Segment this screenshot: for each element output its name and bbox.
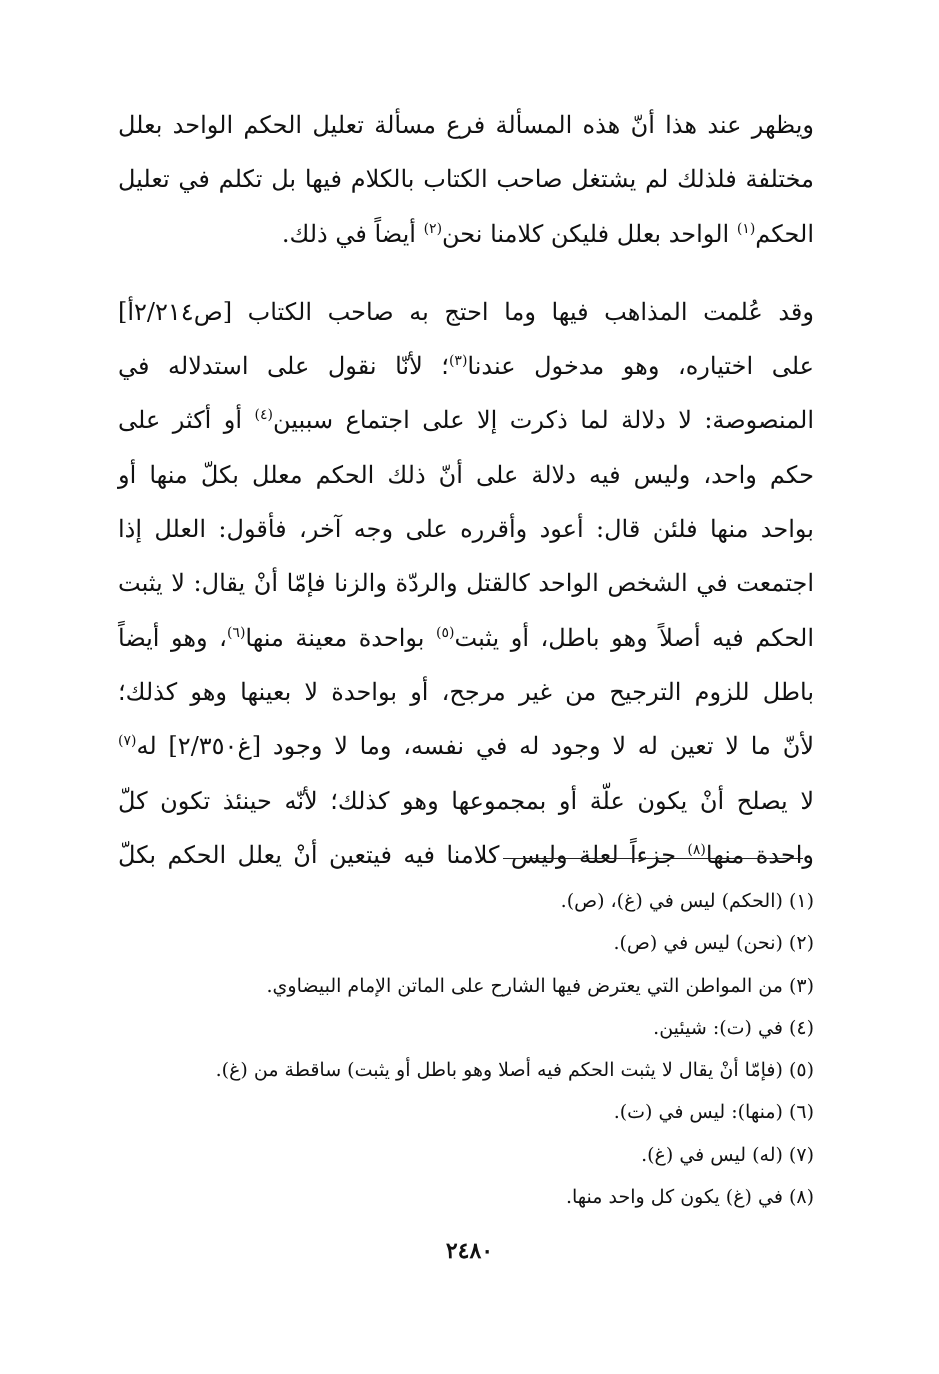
text-line: لأنّ ما لا تعين له لا وجود له في نفسه، وما لا وجود [غ٢/٣٥٠] له$^{(٧)}$ [118,732,815,761]
text-line: بواحد منها فلئن قال: أعود وأقرره على وجه آخر، فأقول: العلل إذا [118,515,814,544]
text-line: لا يصلح أنْ يكون علّة أو بمجموعها وهو كذلك؛ لأنّه حينئذ تكون كلّ [118,786,814,815]
text-line: مختلفة فلذلك لم يشتغل صاحب الكتاب بالكلام فيها بل تكلم في تعليل [118,165,814,194]
text-line: الحكم فيه أصلاً وهو باطل، أو يثبت$^{(٥)}$ بواحدة معينة منها$^{(٦)}$، وهو أيضاً [118,623,814,652]
text-line: واحدة منها$^{(٨)}$ جزءاً لعلة وليس كلامنا فيه فيتعين أنْ يعلل الحكم بكلّ [118,840,814,869]
footnote-ref: (٧) [118,733,137,750]
paragraph-1 [118,98,814,261]
footnote-5: (٥) (فإمّا أنْ يقال لا يثبت الحكم فيه أصلا وهو باطل أو يثبت) ساقطة من (غ). [215,1059,814,1082]
footnotes [150,880,814,1218]
page-number: ٢٤٨٠ [445,1238,494,1264]
footnote-ref: (٤) [254,407,273,424]
footnote-3: (٣) من المواطن التي يعترض فيها الشارح على الماتن الإمام البيضاوي. [266,974,814,997]
paragraph-2 [118,285,814,882]
footnote-ref: (٣) [448,353,468,370]
footnote-separator [503,858,803,859]
footnote-ref: (٨) [687,841,706,858]
text-line: اجتمعت في الشخص الواحد كالقتل والردّة والزنا فإمّا أنْ يقال: لا يثبت [118,569,814,598]
footnote-8: (٨) في (غ) يكون كل واحد منها. [565,1186,814,1209]
text-line: وقد عُلمت المذاهب فيها وما احتج به صاحب الكتاب [ص٢/٢١٤أ] [118,297,814,326]
footnote-ref: (٥) [436,624,455,641]
footnote-2: (٢) (نحن) ليس في (ص). [613,932,814,955]
footnote-6: (٦) (منها): ليس في (ت). [613,1101,814,1124]
footnote-4: (٤) في (ت): شيئين. [653,1016,814,1039]
footnote-ref: (٢) [423,220,443,237]
text-line: على اختياره، وهو مدخول عندنا$^{(٣)}$؛ لأنّا نقول على استدلاله في [118,352,814,381]
text-line: ويظهر عند هذا أنّ هذه المسألة فرع مسألة تعليل الحكم الواحد بعلل [118,111,814,139]
text-line: الحكم$^{(١)}$ الواحد بعلل فليكن كلامنا نحن$^{(٢)}$ أيضاً في ذلك. [281,219,814,248]
text-line: حكم واحد، وليس فيه دلالة على أنّ ذلك الحكم معلل بكلّ منها أو [118,460,814,489]
main-text [118,98,814,906]
footnote-7: (٧) (له) ليس في (غ). [641,1143,814,1166]
footnote-ref: (٦) [226,624,246,641]
text-line: باطل للزوم الترجيح من غير مرجح، أو بواحدة لا بعينها وهو كذلك؛ [118,677,814,706]
text-line: المنصوصة: لا دلالة لما ذكرت إلا على اجتماع سببين$^{(٤)}$ أو أكثر على [118,406,814,435]
footnote-1: (١) (الحكم) ليس في (غ)، (ص). [560,890,814,912]
footnote-ref: (١) [736,220,756,237]
